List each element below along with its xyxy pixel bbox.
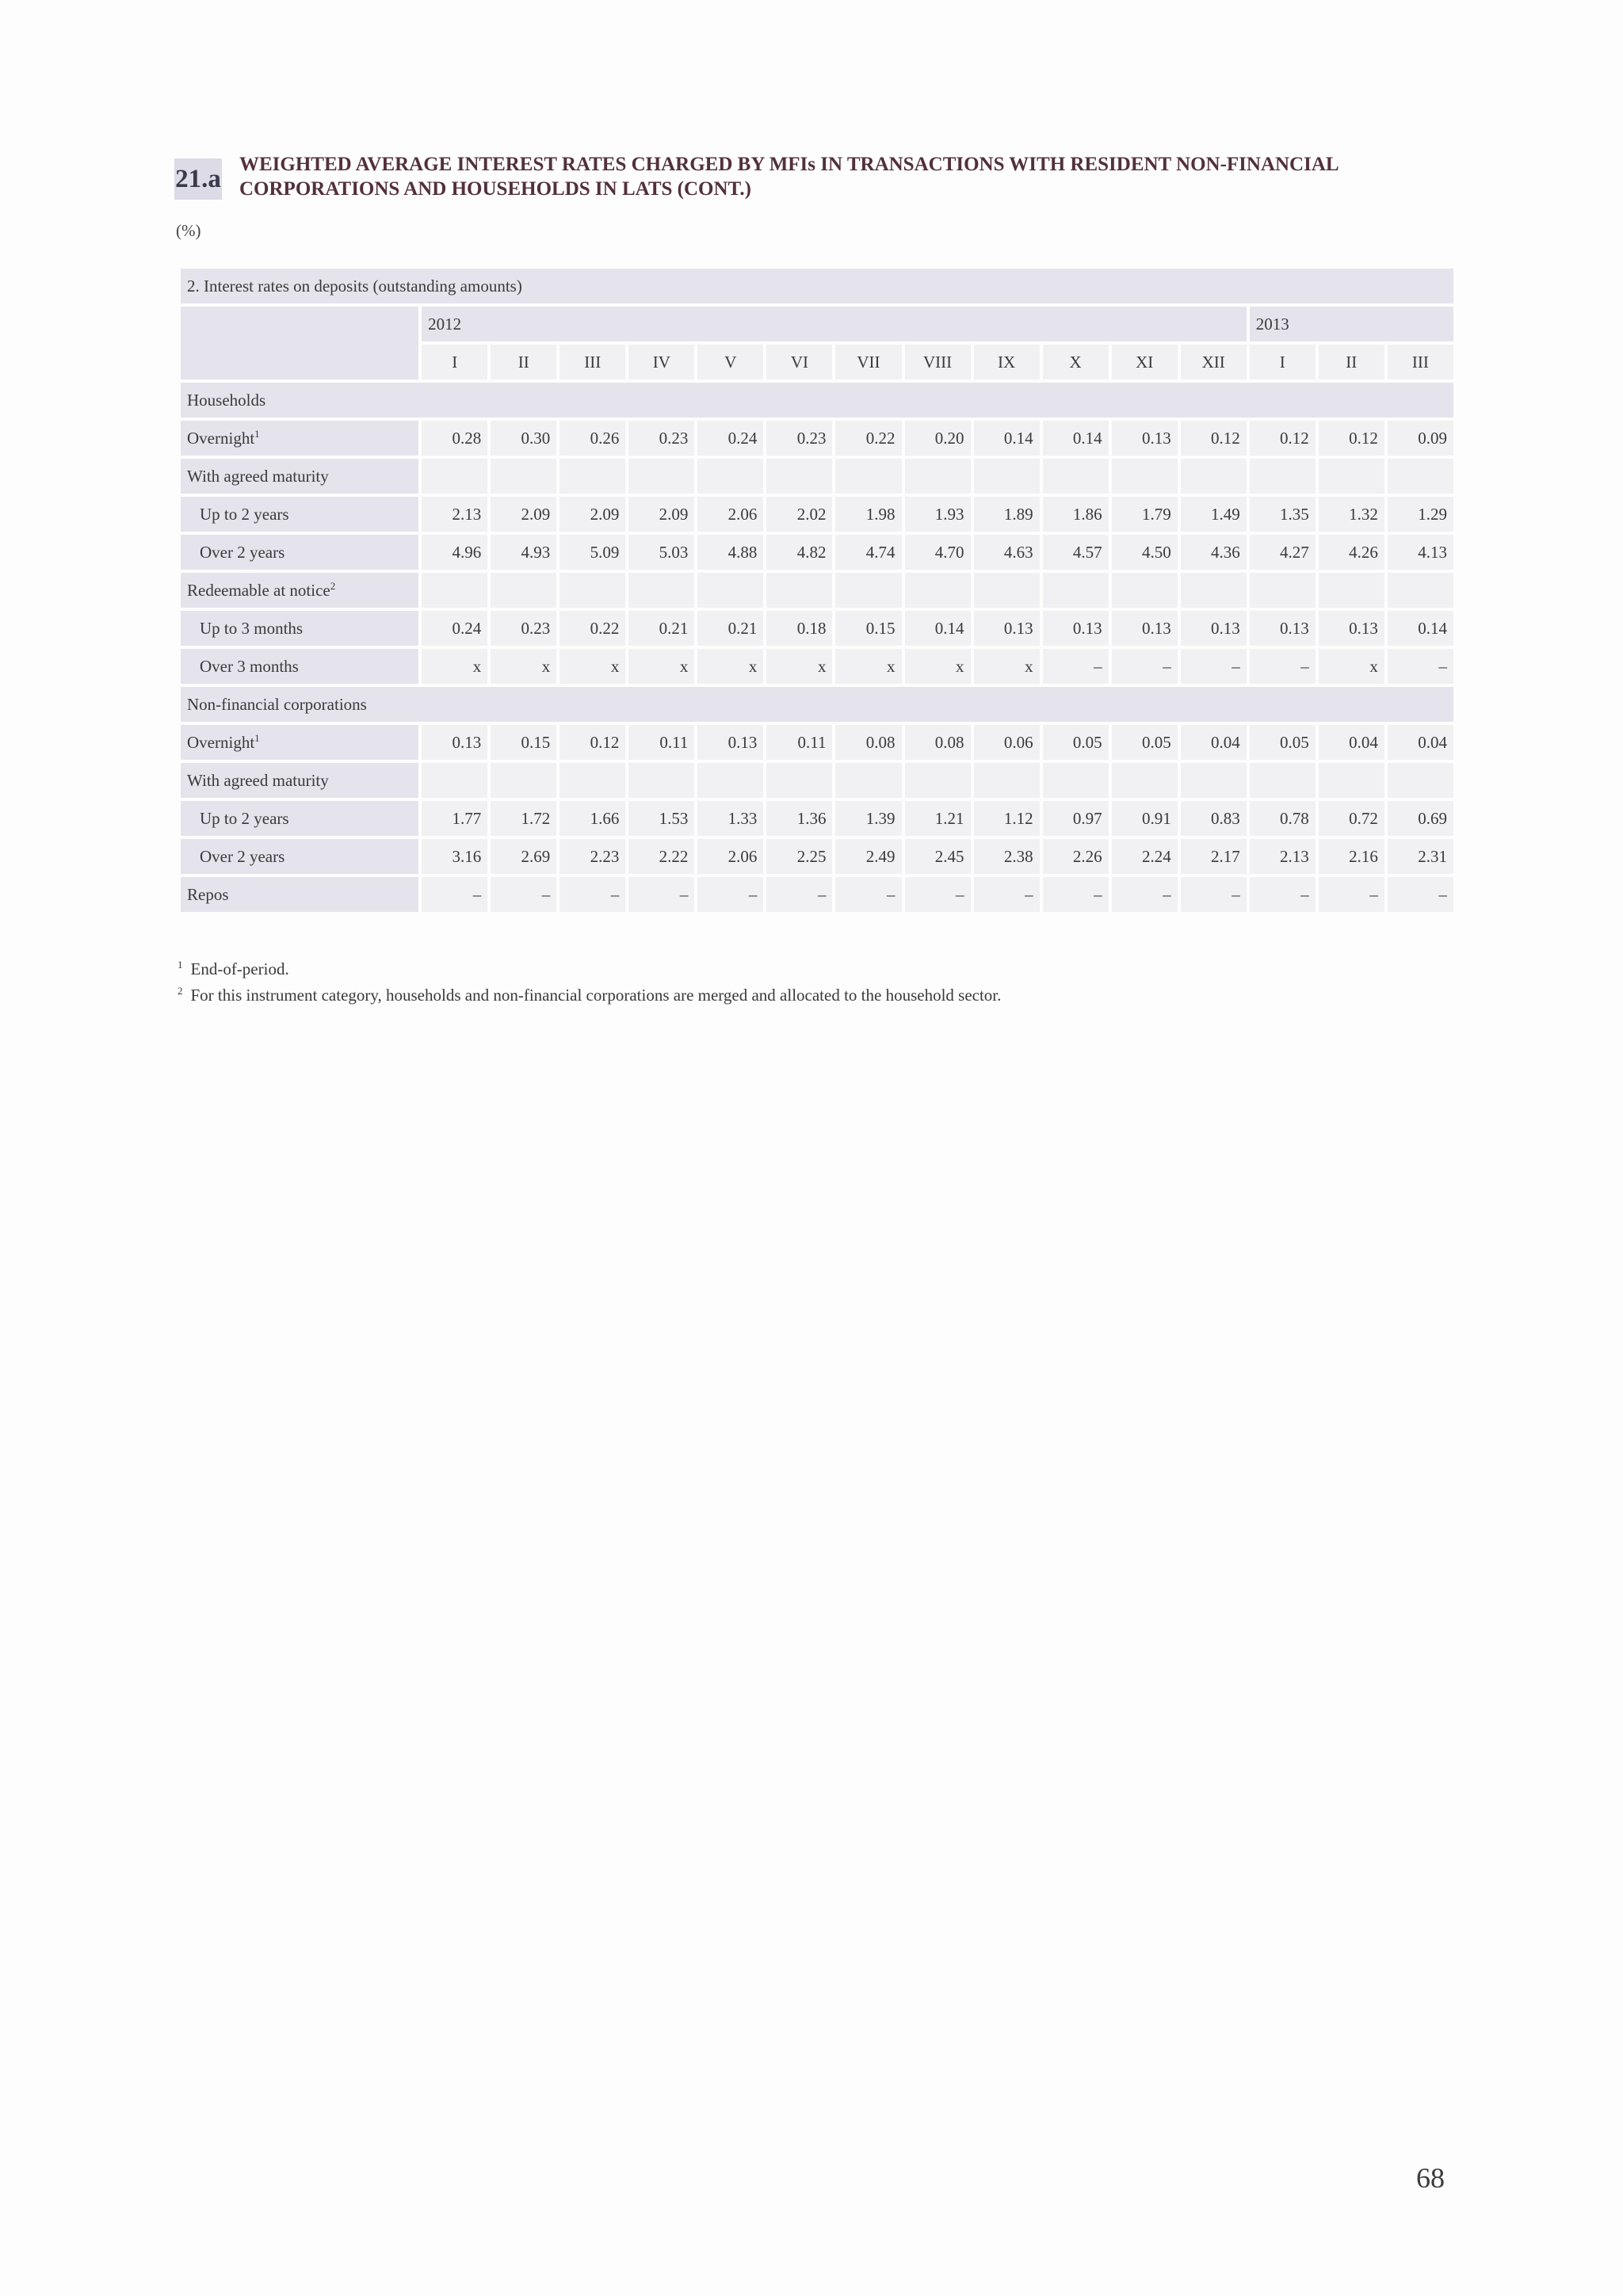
table-cell: x bbox=[491, 649, 556, 684]
table-cell: 0.05 bbox=[1043, 725, 1109, 760]
table-cell bbox=[1181, 573, 1247, 608]
table-cell bbox=[559, 573, 625, 608]
table-cell: 1.93 bbox=[905, 497, 971, 532]
table-cell bbox=[628, 459, 694, 494]
table-cell: – bbox=[835, 877, 901, 912]
table-cell: 1.35 bbox=[1250, 497, 1316, 532]
table-cell: 0.06 bbox=[974, 725, 1040, 760]
table-cell: 0.04 bbox=[1319, 725, 1384, 760]
table-cell bbox=[1388, 573, 1453, 608]
table-cell: 2.06 bbox=[697, 839, 763, 874]
table-cell: – bbox=[1388, 877, 1453, 912]
row-label-text: Over 2 years bbox=[200, 542, 285, 562]
table-cell: 4.50 bbox=[1112, 535, 1178, 570]
table-title-line-2: CORPORATIONS AND HOUSEHOLDS IN LATS (CONT.) bbox=[239, 178, 751, 200]
row-label bbox=[181, 725, 418, 760]
table-cell: 0.08 bbox=[905, 725, 971, 760]
table-cell bbox=[1250, 459, 1316, 494]
table-row bbox=[181, 421, 1453, 456]
table-cell: 2.17 bbox=[1181, 839, 1247, 874]
table-cell: 1.79 bbox=[1112, 497, 1178, 532]
table-cell: x bbox=[559, 649, 625, 684]
table-cell: 2.26 bbox=[1043, 839, 1109, 874]
table-cell: – bbox=[1388, 649, 1453, 684]
table-cell: 1.12 bbox=[974, 801, 1040, 836]
table-cell: 0.20 bbox=[905, 421, 971, 456]
month-header: X bbox=[1043, 345, 1109, 379]
table-cell: 0.28 bbox=[422, 421, 487, 456]
row-label-text: With agreed maturity bbox=[187, 770, 329, 790]
table-cell bbox=[905, 459, 971, 494]
row-label bbox=[181, 497, 418, 532]
footnote-mark: 1 bbox=[254, 732, 260, 744]
table-cell: 0.23 bbox=[491, 611, 556, 646]
table-cell: – bbox=[1181, 649, 1247, 684]
table-cell: 5.03 bbox=[628, 535, 694, 570]
table-cell bbox=[1388, 459, 1453, 494]
table-cell: – bbox=[628, 877, 694, 912]
table-cell: 2.69 bbox=[491, 839, 556, 874]
month-header: VI bbox=[766, 345, 832, 379]
table-cell bbox=[491, 459, 556, 494]
table-cell: 3.16 bbox=[422, 839, 487, 874]
row-label bbox=[181, 535, 418, 570]
table-cell: – bbox=[905, 877, 971, 912]
table-cell: – bbox=[1043, 877, 1109, 912]
table-cell: x bbox=[697, 649, 763, 684]
table-cell: 0.05 bbox=[1250, 725, 1316, 760]
month-header: V bbox=[697, 345, 763, 379]
table-cell: 0.11 bbox=[628, 725, 694, 760]
table-cell: 2.09 bbox=[491, 497, 556, 532]
table-cell: 0.12 bbox=[1181, 421, 1247, 456]
table-cell: 0.13 bbox=[422, 725, 487, 760]
table-row bbox=[181, 497, 1453, 532]
section-row bbox=[181, 687, 1453, 722]
table-cell bbox=[1250, 573, 1316, 608]
table-cell: 2.25 bbox=[766, 839, 832, 874]
table-cell bbox=[628, 573, 694, 608]
month-header: XI bbox=[1112, 345, 1178, 379]
row-label bbox=[181, 649, 418, 684]
footnote bbox=[178, 954, 1001, 980]
table-cell bbox=[1043, 573, 1109, 608]
table-cell: – bbox=[697, 877, 763, 912]
table-cell: 1.33 bbox=[697, 801, 763, 836]
table-cell bbox=[697, 763, 763, 798]
table-cell: – bbox=[974, 877, 1040, 912]
table-cell: 4.93 bbox=[491, 535, 556, 570]
table-cell: 0.13 bbox=[1181, 611, 1247, 646]
table-cell: 2.09 bbox=[559, 497, 625, 532]
table-cell: 0.21 bbox=[697, 611, 763, 646]
table-cell: x bbox=[974, 649, 1040, 684]
table-cell: 4.88 bbox=[697, 535, 763, 570]
table-cell bbox=[1181, 763, 1247, 798]
table-cell bbox=[1250, 763, 1316, 798]
row-label-text: Repos bbox=[187, 884, 229, 904]
table-cell bbox=[559, 459, 625, 494]
table-cell: 0.14 bbox=[1043, 421, 1109, 456]
month-header: I bbox=[422, 345, 487, 379]
table-cell bbox=[491, 763, 556, 798]
row-label bbox=[181, 573, 418, 608]
table-cell: 2.09 bbox=[628, 497, 694, 532]
table-cell bbox=[1181, 459, 1247, 494]
table-cell bbox=[766, 459, 832, 494]
table-row bbox=[181, 725, 1453, 760]
table-row bbox=[181, 573, 1453, 608]
table-cell bbox=[491, 573, 556, 608]
table-cell bbox=[974, 573, 1040, 608]
table-cell: 0.22 bbox=[559, 611, 625, 646]
table-cell: 4.27 bbox=[1250, 535, 1316, 570]
footnotes bbox=[178, 954, 1001, 1006]
table-cell: – bbox=[1181, 877, 1247, 912]
table-cell bbox=[766, 763, 832, 798]
row-label bbox=[181, 763, 418, 798]
footnote-text: End-of-period. bbox=[190, 959, 289, 978]
table-cell: x bbox=[905, 649, 971, 684]
table-cell: 0.30 bbox=[491, 421, 556, 456]
table-cell: 0.72 bbox=[1319, 801, 1384, 836]
table-cell: 0.23 bbox=[628, 421, 694, 456]
table-cell: x bbox=[766, 649, 832, 684]
table-cell: 0.24 bbox=[697, 421, 763, 456]
table-cell bbox=[628, 763, 694, 798]
table-cell: 0.13 bbox=[974, 611, 1040, 646]
table-cell: 0.13 bbox=[1112, 611, 1178, 646]
table-cell: 0.21 bbox=[628, 611, 694, 646]
table-cell: – bbox=[1250, 649, 1316, 684]
table-cell: 0.14 bbox=[905, 611, 971, 646]
year-header: 2012 bbox=[422, 307, 1247, 341]
year-header-row bbox=[181, 307, 1453, 341]
page-number: 68 bbox=[1416, 2162, 1445, 2194]
section-label: Non-financial corporations bbox=[181, 687, 1453, 722]
table-cell: 2.38 bbox=[974, 839, 1040, 874]
table-cell bbox=[1388, 763, 1453, 798]
table-cell: 0.11 bbox=[766, 725, 832, 760]
table-cell: 0.12 bbox=[559, 725, 625, 760]
table-cell: 2.06 bbox=[697, 497, 763, 532]
month-header: I bbox=[1250, 345, 1316, 379]
table-cell: 4.63 bbox=[974, 535, 1040, 570]
table-cell: 4.70 bbox=[905, 535, 971, 570]
table-cell: 0.26 bbox=[559, 421, 625, 456]
row-label-text: Overnight bbox=[187, 733, 255, 752]
footnote-text: For this instrument category, households and non-financial corporations are merged and allocated to the household sector. bbox=[190, 986, 1002, 1005]
table-cell: – bbox=[1112, 649, 1178, 684]
table-cell: 0.09 bbox=[1388, 421, 1453, 456]
row-label bbox=[181, 839, 418, 874]
table-row bbox=[181, 649, 1453, 684]
table-cell bbox=[422, 459, 487, 494]
table-cell: – bbox=[766, 877, 832, 912]
table-cell bbox=[1043, 763, 1109, 798]
table-cell bbox=[422, 763, 487, 798]
table-cell: 1.21 bbox=[905, 801, 971, 836]
table-cell: 0.14 bbox=[974, 421, 1040, 456]
table-cell: 0.08 bbox=[835, 725, 901, 760]
table-cell: 2.02 bbox=[766, 497, 832, 532]
section-label: Households bbox=[181, 383, 1453, 418]
table-cell bbox=[835, 573, 901, 608]
table-cell: 0.18 bbox=[766, 611, 832, 646]
table-cell: 0.23 bbox=[766, 421, 832, 456]
table-cell: x bbox=[835, 649, 901, 684]
table-cell: – bbox=[422, 877, 487, 912]
row-label-text: Over 2 years bbox=[200, 846, 285, 866]
table-cell: 0.22 bbox=[835, 421, 901, 456]
table-cell: 0.24 bbox=[422, 611, 487, 646]
footnote-mark: 1 bbox=[254, 428, 260, 440]
table-cell: – bbox=[559, 877, 625, 912]
table-cell: 1.77 bbox=[422, 801, 487, 836]
table-cell: 4.74 bbox=[835, 535, 901, 570]
table-cell: 1.89 bbox=[974, 497, 1040, 532]
table-cell bbox=[974, 763, 1040, 798]
row-label-text: Up to 2 years bbox=[200, 504, 289, 524]
table-cell: 0.04 bbox=[1181, 725, 1247, 760]
footnote-mark: 2 bbox=[330, 580, 336, 592]
table-row bbox=[181, 839, 1453, 874]
table-cell: 0.83 bbox=[1181, 801, 1247, 836]
table-cell: 2.31 bbox=[1388, 839, 1453, 874]
table-cell bbox=[905, 763, 971, 798]
table-cell: 0.13 bbox=[697, 725, 763, 760]
table-cell: 1.49 bbox=[1181, 497, 1247, 532]
table-cell: – bbox=[1319, 877, 1384, 912]
table-cell bbox=[766, 573, 832, 608]
table-title bbox=[239, 152, 1460, 201]
table-cell bbox=[422, 573, 487, 608]
row-label-text: With agreed maturity bbox=[187, 466, 329, 486]
month-header: III bbox=[1388, 345, 1453, 379]
table-cell: 2.49 bbox=[835, 839, 901, 874]
table-cell bbox=[835, 763, 901, 798]
row-label-text: Up to 3 months bbox=[200, 618, 304, 638]
table-row bbox=[181, 535, 1453, 570]
table-cell: – bbox=[1043, 649, 1109, 684]
table-cell bbox=[697, 573, 763, 608]
row-label-text: Redeemable at notice bbox=[187, 581, 330, 600]
table-row bbox=[181, 801, 1453, 836]
month-header: II bbox=[1319, 345, 1384, 379]
row-label bbox=[181, 421, 418, 456]
table-cell: 2.13 bbox=[1250, 839, 1316, 874]
month-header: VII bbox=[835, 345, 901, 379]
table-cell bbox=[835, 459, 901, 494]
footnote-mark: 1 bbox=[178, 959, 183, 971]
table-cell bbox=[1112, 573, 1178, 608]
table-cell: 5.09 bbox=[559, 535, 625, 570]
month-header: II bbox=[491, 345, 556, 379]
table-cell: – bbox=[491, 877, 556, 912]
section-row bbox=[181, 383, 1453, 418]
row-label-text: Overnight bbox=[187, 429, 255, 448]
table-cell: 0.78 bbox=[1250, 801, 1316, 836]
table-cell: 2.16 bbox=[1319, 839, 1384, 874]
table-cell bbox=[1319, 459, 1384, 494]
table-cell: 4.13 bbox=[1388, 535, 1453, 570]
month-header: VIII bbox=[905, 345, 971, 379]
table-cell: 2.45 bbox=[905, 839, 971, 874]
table-caption: 2. Interest rates on deposits (outstanding amounts) bbox=[181, 269, 1453, 303]
table-cell: 1.39 bbox=[835, 801, 901, 836]
month-header: XII bbox=[1181, 345, 1247, 379]
table-cell: 1.36 bbox=[766, 801, 832, 836]
table-cell: x bbox=[1319, 649, 1384, 684]
table-cell bbox=[697, 459, 763, 494]
table-cell: 2.13 bbox=[422, 497, 487, 532]
interest-rates-table bbox=[178, 265, 1457, 915]
month-header: IX bbox=[974, 345, 1040, 379]
table-cell: 1.98 bbox=[835, 497, 901, 532]
table-row bbox=[181, 763, 1453, 798]
table-cell bbox=[1319, 763, 1384, 798]
table-cell: 1.86 bbox=[1043, 497, 1109, 532]
row-label bbox=[181, 801, 418, 836]
table-cell bbox=[1043, 459, 1109, 494]
footnote bbox=[178, 980, 1001, 1006]
table-cell: 1.29 bbox=[1388, 497, 1453, 532]
table-cell: 0.14 bbox=[1388, 611, 1453, 646]
table-row bbox=[181, 877, 1453, 912]
table-cell: 0.12 bbox=[1319, 421, 1384, 456]
table-cell bbox=[1112, 763, 1178, 798]
table-cell: 1.32 bbox=[1319, 497, 1384, 532]
month-header: III bbox=[559, 345, 625, 379]
row-label bbox=[181, 459, 418, 494]
table-row bbox=[181, 459, 1453, 494]
table-cell: 0.13 bbox=[1112, 421, 1178, 456]
month-header: IV bbox=[628, 345, 694, 379]
table-cell: 2.22 bbox=[628, 839, 694, 874]
table-cell: 4.36 bbox=[1181, 535, 1247, 570]
table-cell: 0.13 bbox=[1043, 611, 1109, 646]
table-cell: 2.23 bbox=[559, 839, 625, 874]
table-cell: 4.82 bbox=[766, 535, 832, 570]
footnote-mark: 2 bbox=[178, 985, 183, 997]
table-cell: 4.96 bbox=[422, 535, 487, 570]
table-cell: 0.15 bbox=[491, 725, 556, 760]
caption-row bbox=[181, 269, 1453, 303]
table-cell: 1.66 bbox=[559, 801, 625, 836]
table-cell: 0.69 bbox=[1388, 801, 1453, 836]
table-row bbox=[181, 611, 1453, 646]
table-cell: 0.04 bbox=[1388, 725, 1453, 760]
table-cell: 1.53 bbox=[628, 801, 694, 836]
table-cell: 0.12 bbox=[1250, 421, 1316, 456]
table-cell: 0.13 bbox=[1319, 611, 1384, 646]
row-label-text: Over 3 months bbox=[200, 656, 299, 676]
table-cell: 0.05 bbox=[1112, 725, 1178, 760]
row-label-text: Up to 2 years bbox=[200, 808, 289, 828]
year-header: 2013 bbox=[1250, 307, 1453, 341]
table-cell: 0.13 bbox=[1250, 611, 1316, 646]
table-cell: 0.15 bbox=[835, 611, 901, 646]
table-cell bbox=[1319, 573, 1384, 608]
table-cell: 4.26 bbox=[1319, 535, 1384, 570]
table-number: 21.a bbox=[174, 158, 222, 200]
table-cell bbox=[905, 573, 971, 608]
table-cell: x bbox=[422, 649, 487, 684]
table-cell: – bbox=[1250, 877, 1316, 912]
table-title-line-1: WEIGHTED AVERAGE INTEREST RATES CHARGED BY MFIs IN TRANSACTIONS WITH RESIDENT NON-FINANCIAL bbox=[239, 154, 1339, 175]
table-cell bbox=[559, 763, 625, 798]
table-cell: x bbox=[628, 649, 694, 684]
row-label bbox=[181, 877, 418, 912]
unit-label: (%) bbox=[176, 221, 201, 240]
table-cell: 4.57 bbox=[1043, 535, 1109, 570]
table-cell: 2.24 bbox=[1112, 839, 1178, 874]
table-cell bbox=[1112, 459, 1178, 494]
row-label bbox=[181, 611, 418, 646]
table-cell bbox=[974, 459, 1040, 494]
header-corner bbox=[181, 307, 418, 379]
table-cell: – bbox=[1112, 877, 1178, 912]
table-cell: 0.91 bbox=[1112, 801, 1178, 836]
table-cell: 0.97 bbox=[1043, 801, 1109, 836]
table-cell: 1.72 bbox=[491, 801, 556, 836]
